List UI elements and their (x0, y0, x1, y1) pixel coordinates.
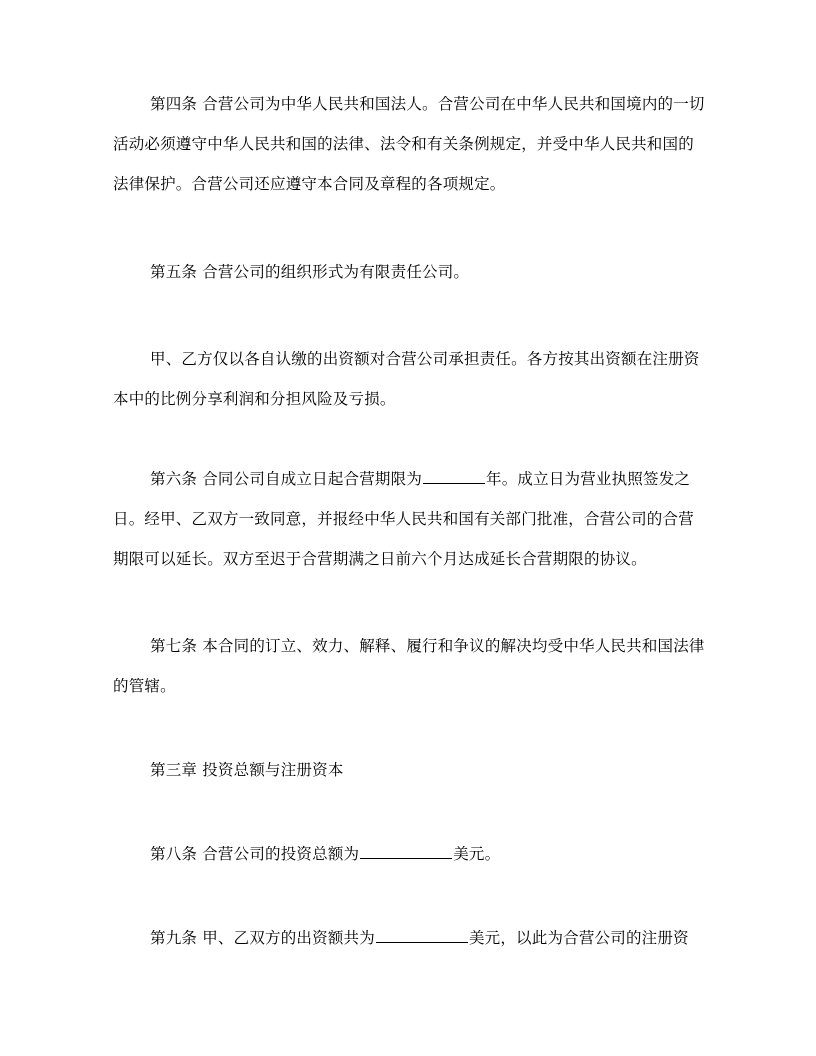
article-6-text-a: 第六条 合同公司自成立日起合营期限为 (150, 470, 423, 488)
article-4 (113, 84, 705, 204)
article-5-liability (113, 339, 705, 419)
article-7 (113, 626, 705, 706)
article-9-text-b: 美元，以此为合营公司的注册资 (468, 929, 689, 947)
total-investment-blank[interactable] (360, 841, 452, 859)
term-years-blank[interactable] (423, 466, 485, 484)
article-7-text: 第七条 本合同的订立、效力、解释、履行和争议的解决均受中华人民共和国法律的管辖。 (113, 637, 705, 695)
article-5-text: 第五条 合营公司的组织形式为有限责任公司。 (150, 263, 470, 281)
article-4-text: 第四条 合营公司为中华人民共和国法人。合营公司在中华人民共和国境内的一切活动必须遵守中华人民共和国的法律、法令和有关条例规定，并受中华人民共和国的法律保护。合营公司还应遵守本合同及章程的各项规定。 (113, 95, 705, 193)
article-8-text-b: 美元。 (453, 845, 501, 863)
article-5 (113, 252, 705, 292)
article-8 (113, 834, 705, 874)
article-8-text-a: 第八条 合营公司的投资总额为 (150, 845, 360, 863)
article-9 (113, 918, 705, 958)
capital-contribution-blank[interactable] (376, 925, 468, 943)
chapter-3-heading (113, 750, 705, 790)
article-5-liability-text: 甲、乙方仅以各自认缴的出资额对合营公司承担责任。各方按其出资额在注册资本中的比例分享利润和分担风险及亏损。 (113, 350, 700, 408)
article-6-text-b: 年。成立日为营业执照签发之日。经甲、乙双方一致同意，并报经中华人民共和国有关部门批准，合营公司的合营期限可以延长。双方至迟于合营期满之日前六个月达成延长合营期限的协议。 (113, 470, 694, 568)
article-6 (113, 459, 705, 579)
article-9-text-a: 第九条 甲、乙双方的出资额共为 (150, 929, 375, 947)
chapter-3-heading-text: 第三章 投资总额与注册资本 (150, 761, 344, 779)
